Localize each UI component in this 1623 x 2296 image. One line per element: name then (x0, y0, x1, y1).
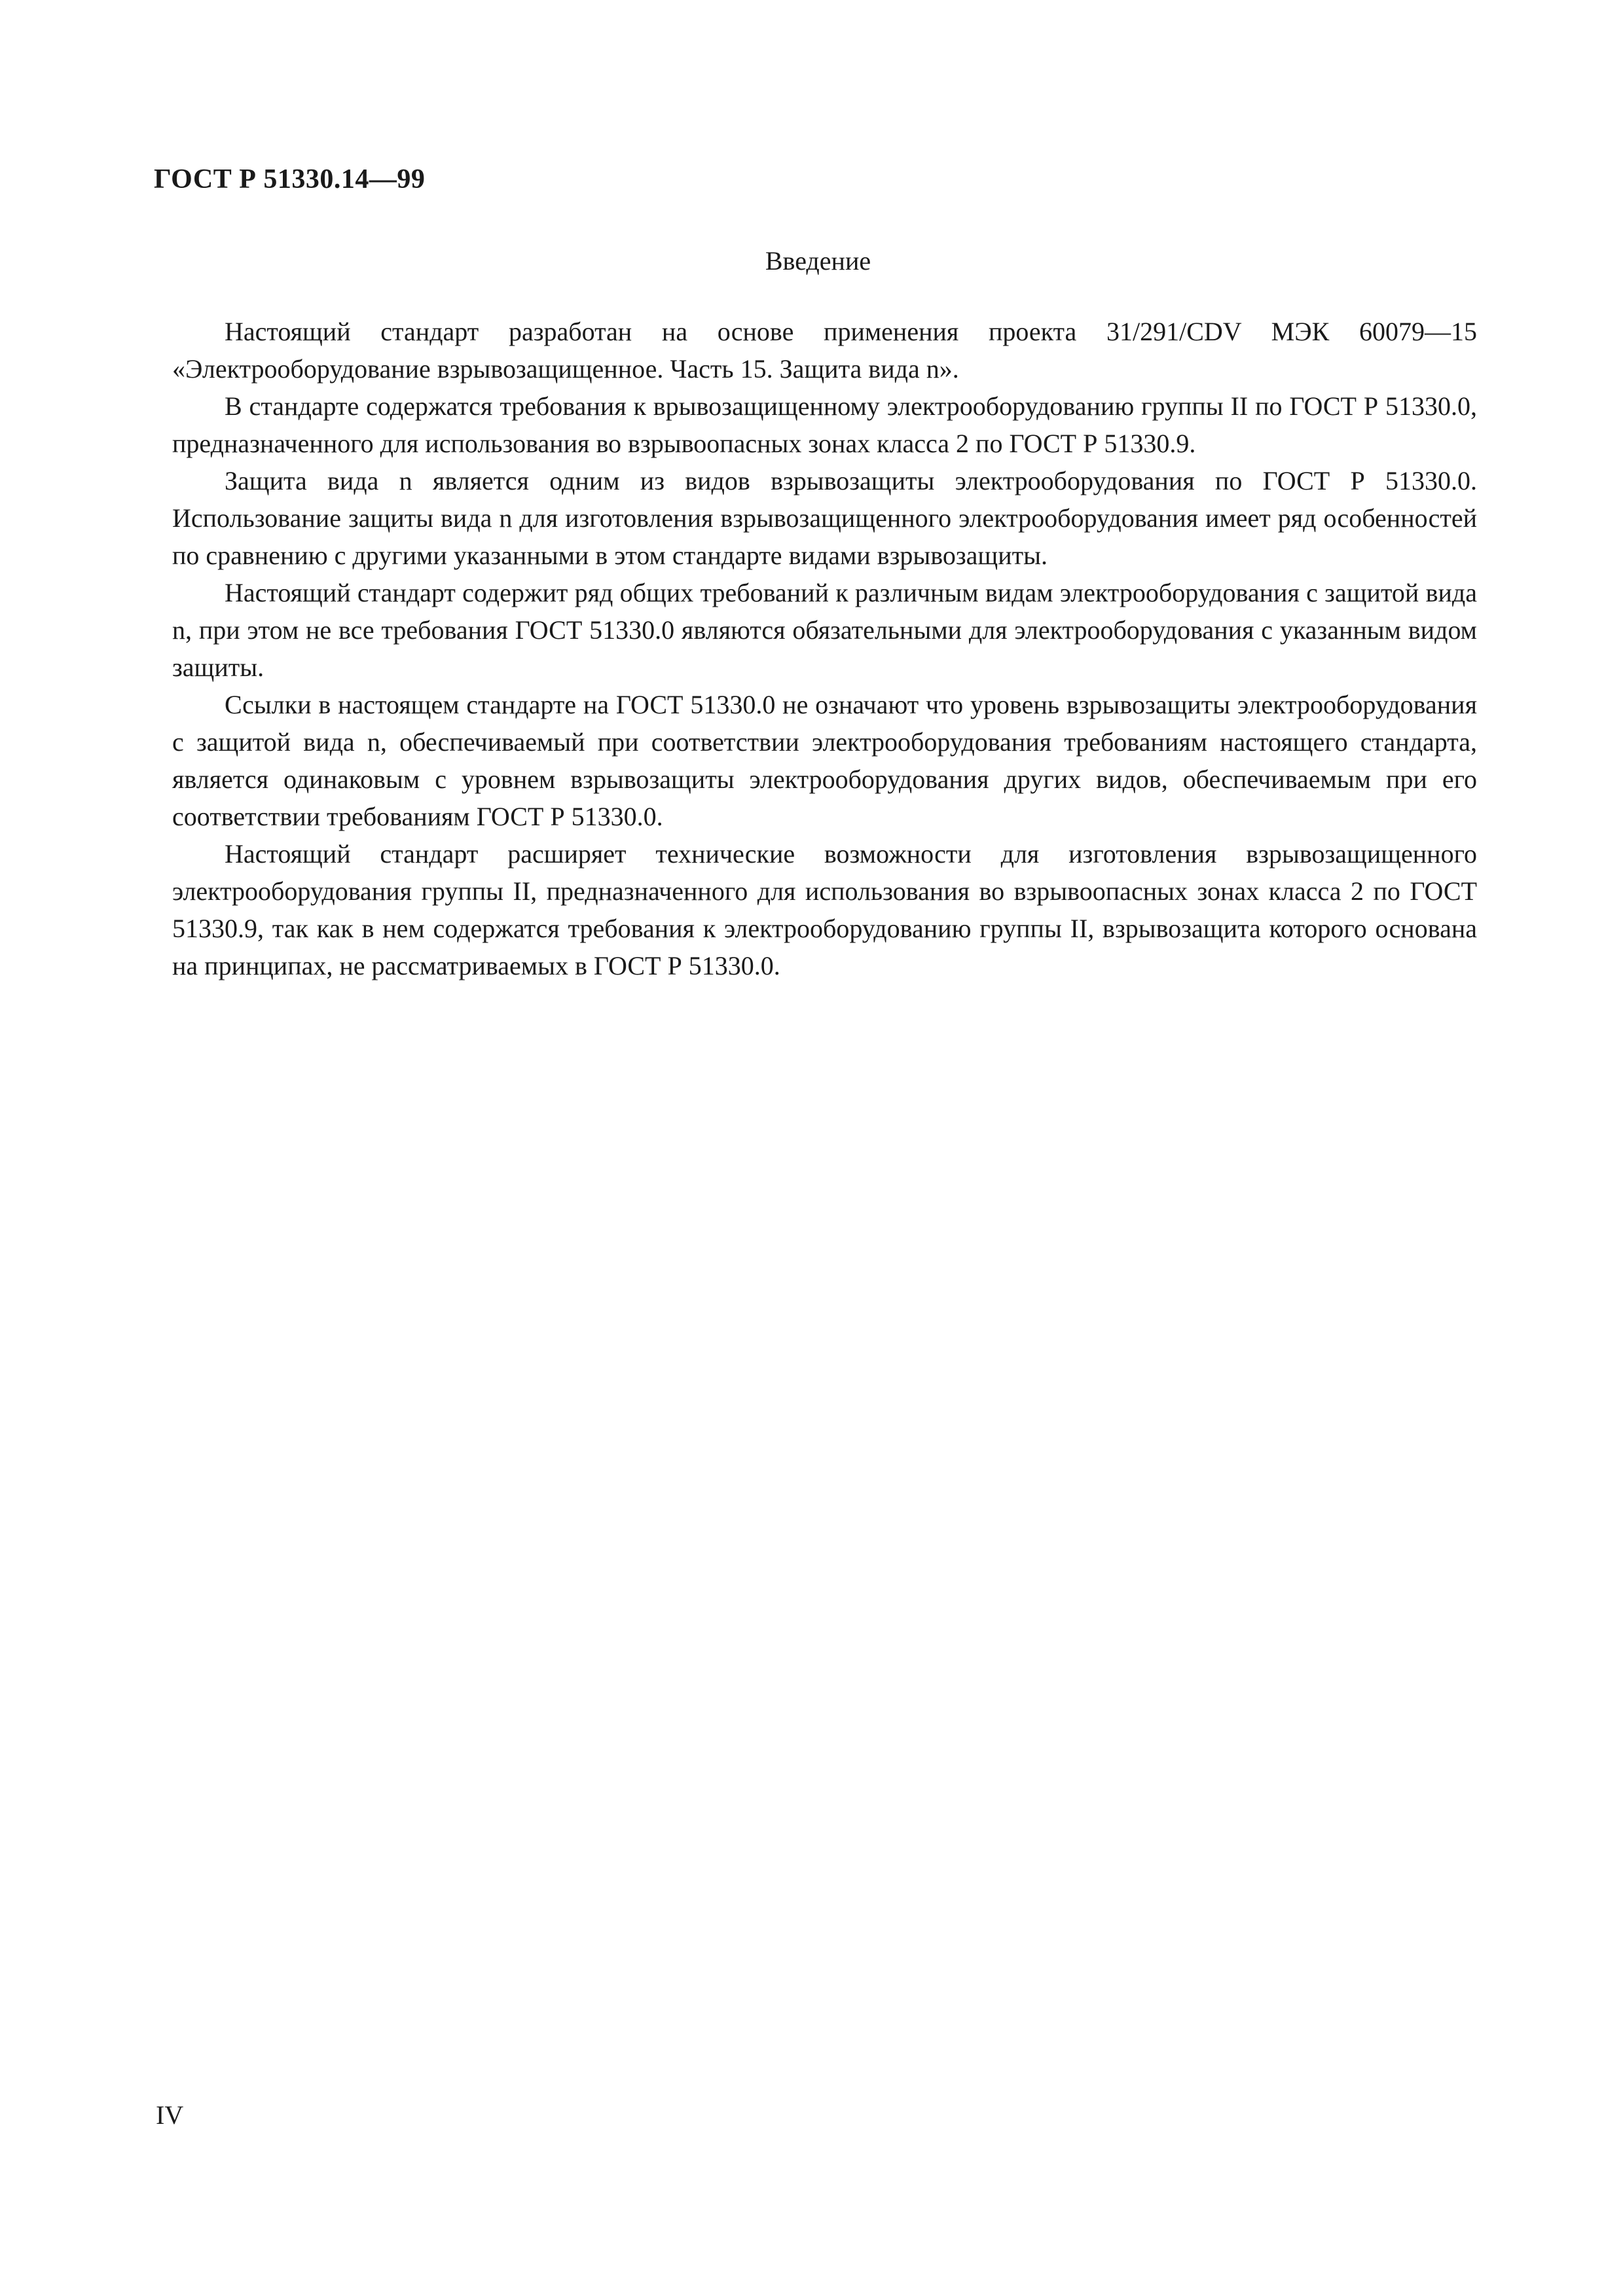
paragraph-3: Защита вида n является одним из видов взрывозащиты электрооборудования по ГОСТ Р 51330.0. Использование защиты вида n для изготовления взрывозащищенного электрооборудования имеет ряд особенностей по сравнению с другими указанными в этом стандарте видами взрывозащиты. (172, 466, 1477, 570)
paragraph-5: Ссылки в настоящем стандарте на ГОСТ 51330.0 не означают что уровень взрывозащиты электрооборудования с защитой вида n, обеспечиваемый при соответствии электрооборудования требованиям настоящего стандарта, является одинаковым с уровнем взрывозащиты электрооборудования других видов, обеспечиваемым при его соответствии требованиям ГОСТ Р 51330.0. (172, 690, 1477, 831)
body-text (172, 313, 1477, 984)
paragraph-2: В стандарте содержатся требования к врывозащищенному электрооборудованию группы II по ГОСТ Р 51330.0, предназначенного для использования во взрывоопасных зонах класса 2 по ГОСТ Р 51330.9. (172, 391, 1477, 458)
document-code-header: ГОСТ Р 51330.14—99 (154, 164, 426, 194)
paragraph-4: Настоящий стандарт содержит ряд общих требований к различным видам электрооборудования с защитой вида n, при этом не все требования ГОСТ 51330.0 являются обязательными для электрооборудования с указанным видом защиты. (172, 578, 1477, 682)
page-number: IV (156, 2100, 184, 2130)
section-title (0, 245, 1623, 276)
section-title-text: Введение (765, 246, 871, 276)
paragraph-6: Настоящий стандарт расширяет технические возможности для изготовления взрывозащищенного электрооборудования группы II, предназначенного для использования во взрывоопасных зонах класса 2 по ГОСТ 51330.9, так как в нем содержатся требования к электрооборудованию группы II, взрывозащита которого основана на принципах, не рассматриваемых в ГОСТ Р 51330.0. (172, 839, 1477, 980)
paragraph-1: Настоящий стандарт разработан на основе применения проекта 31/291/CDV МЭК 60079—15 «Электрооборудование взрывозащищенное. Часть 15. Защита вида n». (172, 317, 1477, 384)
